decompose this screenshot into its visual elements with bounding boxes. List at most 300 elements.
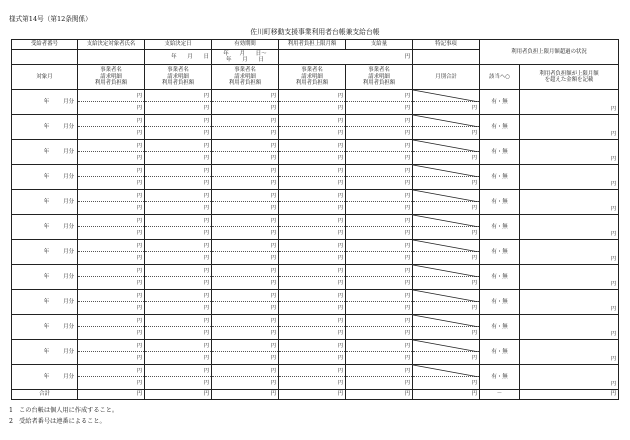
claim-yen: 円	[145, 140, 211, 152]
year-label: 年	[43, 198, 50, 205]
provider-amount-cell[interactable]	[212, 290, 279, 315]
over-amount-yen: 円	[610, 206, 617, 212]
burden-yen: 円	[270, 155, 276, 161]
claim-yen: 円	[78, 240, 144, 252]
applicable-flag[interactable]: 有・無	[480, 190, 520, 215]
provider-amount-cell[interactable]	[212, 365, 279, 390]
burden-yen: 円	[270, 305, 276, 311]
claim-yen: 円	[78, 115, 144, 127]
claim-yen: 円	[346, 315, 412, 327]
applicable-flag[interactable]: 有・無	[480, 115, 520, 140]
header-decision-date: 支給決定日	[145, 40, 212, 50]
claim-yen: 円	[78, 215, 144, 227]
provider-amount-cell[interactable]	[78, 265, 145, 290]
applicable-flag[interactable]: 有・無	[480, 290, 520, 315]
total-burden-yen: 円	[471, 180, 477, 186]
over-amount-cell[interactable]	[520, 315, 619, 340]
provider-amount-cell[interactable]	[279, 265, 346, 290]
monthly-total-cell[interactable]	[413, 290, 480, 315]
month-row	[12, 115, 619, 140]
total-yen-cell[interactable]: 円	[413, 390, 480, 400]
monthly-total-cell[interactable]	[413, 190, 480, 215]
over-amount-cell[interactable]	[520, 365, 619, 390]
target-name-value[interactable]	[78, 50, 145, 65]
month-row	[12, 265, 619, 290]
month-label: 月分	[63, 348, 74, 355]
applicable-flag[interactable]: 有・無	[480, 215, 520, 240]
month-label: 月分	[63, 148, 74, 155]
monthly-total-cell[interactable]	[413, 140, 480, 165]
burden-yen: 円	[404, 330, 410, 336]
monthly-total-cell[interactable]	[413, 240, 480, 265]
provider-amount-cell[interactable]	[279, 240, 346, 265]
sub-header-monthly-total: 月別合計	[413, 65, 480, 90]
burden-yen: 円	[203, 330, 209, 336]
provider-amount-cell[interactable]	[346, 290, 413, 315]
provider-amount-cell[interactable]	[212, 340, 279, 365]
burden-yen: 円	[136, 230, 142, 236]
remarks-value[interactable]	[413, 50, 480, 65]
provider-amount-cell[interactable]	[78, 190, 145, 215]
claim-yen: 円	[279, 90, 345, 102]
total-claim-slash	[413, 315, 479, 327]
over-amount-cell[interactable]	[520, 165, 619, 190]
claim-yen: 円	[145, 240, 211, 252]
over-amount-cell[interactable]	[520, 290, 619, 315]
total-yen-cell[interactable]: 円	[145, 390, 212, 400]
total-burden-yen: 円	[471, 255, 477, 261]
total-claim-slash	[413, 265, 479, 277]
month-row	[12, 90, 619, 115]
provider-amount-cell[interactable]	[346, 140, 413, 165]
burden-yen: 円	[337, 180, 343, 186]
recipient-no-value[interactable]	[12, 50, 78, 65]
total-row	[12, 390, 619, 400]
claim-yen: 円	[346, 140, 412, 152]
provider-amount-cell[interactable]	[212, 140, 279, 165]
provider-amount-cell[interactable]	[145, 165, 212, 190]
target-month-cell[interactable]	[12, 90, 78, 115]
month-label: 月分	[63, 373, 74, 380]
provider-amount-cell[interactable]	[78, 365, 145, 390]
sub-header-target-month: 対象月	[12, 65, 78, 90]
claim-yen: 円	[279, 265, 345, 277]
total-claim-slash	[413, 165, 479, 177]
total-burden-yen: 円	[471, 305, 477, 311]
header-remarks: 特記事項	[413, 40, 480, 50]
claim-yen: 円	[145, 340, 211, 352]
provider-amount-cell[interactable]	[279, 140, 346, 165]
total-claim-slash	[413, 365, 479, 377]
burden-yen: 円	[270, 180, 276, 186]
burden-yen: 円	[270, 230, 276, 236]
provider-amount-cell[interactable]	[346, 365, 413, 390]
burden-yen: 円	[203, 130, 209, 136]
claim-yen: 円	[78, 265, 144, 277]
claim-yen: 円	[145, 90, 211, 102]
applicable-flag[interactable]: 有・無	[480, 140, 520, 165]
burden-yen: 円	[136, 380, 142, 386]
over-amount-yen: 円	[610, 281, 617, 287]
sub-header-over-note: 利用者負担額が上限月額 を超えた金額を記載	[520, 65, 619, 90]
month-label: 月分	[63, 123, 74, 130]
claim-yen: 円	[145, 315, 211, 327]
year-label: 年	[43, 298, 50, 305]
monthly-total-cell[interactable]	[413, 215, 480, 240]
burden-yen: 円	[270, 380, 276, 386]
burden-yen: 円	[203, 180, 209, 186]
burden-yen: 円	[404, 380, 410, 386]
total-claim-slash	[413, 140, 479, 152]
over-amount-cell[interactable]	[520, 265, 619, 290]
over-amount-yen: 円	[610, 331, 617, 337]
burden-yen: 円	[136, 305, 142, 311]
provider-amount-cell[interactable]	[279, 215, 346, 240]
provider-amount-cell[interactable]	[145, 365, 212, 390]
claim-yen: 円	[346, 340, 412, 352]
provider-amount-cell[interactable]	[212, 190, 279, 215]
provider-amount-cell[interactable]	[279, 90, 346, 115]
over-amount-cell[interactable]	[520, 340, 619, 365]
burden-yen: 円	[203, 355, 209, 361]
total-burden-yen: 円	[471, 330, 477, 336]
sub-header-provider-4: 事業者名 請求明細 利用者負担額	[279, 65, 346, 90]
total-claim-slash	[413, 90, 479, 102]
provider-amount-cell[interactable]	[279, 190, 346, 215]
over-amount-cell[interactable]	[520, 190, 619, 215]
claim-yen: 円	[145, 290, 211, 302]
over-amount-yen: 円	[610, 131, 617, 137]
diagonal-slash	[413, 315, 479, 327]
provider-amount-cell[interactable]	[279, 115, 346, 140]
burden-yen: 円	[136, 130, 142, 136]
over-amount-yen: 円	[610, 106, 617, 112]
provider-amount-cell[interactable]	[346, 165, 413, 190]
burden-yen: 円	[136, 105, 142, 111]
claim-yen: 円	[346, 265, 412, 277]
target-month-cell[interactable]	[12, 165, 78, 190]
month-row	[12, 215, 619, 240]
burden-yen: 円	[404, 205, 410, 211]
diagonal-slash	[413, 340, 479, 352]
claim-yen: 円	[78, 190, 144, 202]
provider-amount-cell[interactable]	[212, 315, 279, 340]
diagonal-slash	[413, 115, 479, 127]
year-label: 年	[43, 348, 50, 355]
provider-amount-cell[interactable]	[78, 290, 145, 315]
total-yen-cell[interactable]: 円	[279, 390, 346, 400]
burden-yen: 円	[404, 105, 410, 111]
provider-amount-cell[interactable]	[78, 90, 145, 115]
total-over-yen[interactable]: 円	[520, 390, 619, 400]
burden-yen: 円	[270, 280, 276, 286]
burden-yen: 円	[136, 155, 142, 161]
decision-date-value[interactable]: 年 月 日	[145, 50, 212, 65]
provider-amount-cell[interactable]	[78, 115, 145, 140]
diagonal-slash	[413, 90, 479, 102]
claim-yen: 円	[78, 90, 144, 102]
burden-yen: 円	[404, 230, 410, 236]
provider-amount-cell[interactable]	[212, 90, 279, 115]
total-burden-yen: 円	[471, 280, 477, 286]
claim-yen: 円	[346, 215, 412, 227]
claim-yen: 円	[279, 240, 345, 252]
month-row	[12, 340, 619, 365]
provider-amount-cell[interactable]	[145, 240, 212, 265]
target-month-cell[interactable]	[12, 190, 78, 215]
burden-yen: 円	[337, 130, 343, 136]
provider-amount-cell[interactable]	[279, 365, 346, 390]
month-row	[12, 365, 619, 390]
burden-yen: 円	[203, 105, 209, 111]
claim-yen: 円	[78, 365, 144, 377]
claim-yen: 円	[212, 365, 278, 377]
burden-yen: 円	[404, 305, 410, 311]
applicable-flag[interactable]: 有・無	[480, 315, 520, 340]
diagonal-slash	[413, 190, 479, 202]
total-burden-yen: 円	[471, 155, 477, 161]
diagonal-slash	[413, 240, 479, 252]
provider-amount-cell[interactable]	[145, 215, 212, 240]
applicable-flag[interactable]: 有・無	[480, 240, 520, 265]
total-yen-cell[interactable]: 円	[78, 390, 145, 400]
monthly-total-cell[interactable]	[413, 315, 480, 340]
claim-yen: 円	[78, 290, 144, 302]
applicable-flag[interactable]: 有・無	[480, 165, 520, 190]
over-amount-cell[interactable]	[520, 90, 619, 115]
target-month-cell[interactable]	[12, 340, 78, 365]
provider-amount-cell[interactable]	[145, 265, 212, 290]
provider-amount-cell[interactable]	[145, 140, 212, 165]
provider-amount-cell[interactable]	[78, 240, 145, 265]
claim-yen: 円	[212, 215, 278, 227]
month-row	[12, 190, 619, 215]
total-burden-yen: 円	[471, 205, 477, 211]
claim-yen: 円	[212, 90, 278, 102]
over-amount-cell[interactable]	[520, 215, 619, 240]
diagonal-slash	[413, 290, 479, 302]
burden-yen: 円	[404, 180, 410, 186]
header-burden-limit: 利用者負担上限月額	[279, 40, 346, 50]
provider-amount-cell[interactable]	[78, 215, 145, 240]
burden-yen: 円	[136, 280, 142, 286]
target-month-cell[interactable]	[12, 140, 78, 165]
provider-amount-cell[interactable]	[212, 215, 279, 240]
claim-yen: 円	[346, 90, 412, 102]
over-amount-cell[interactable]	[520, 115, 619, 140]
claim-yen: 円	[78, 340, 144, 352]
burden-yen: 円	[136, 255, 142, 261]
claim-yen: 円	[279, 140, 345, 152]
claim-yen: 円	[279, 165, 345, 177]
burden-yen: 円	[337, 105, 343, 111]
header-validity: 有効期間	[212, 40, 279, 50]
burden-yen: 円	[203, 255, 209, 261]
burden-yen: 円	[404, 155, 410, 161]
over-amount-cell[interactable]	[520, 140, 619, 165]
sub-header-provider-1: 事業者名 請求明細 利用者負担額	[78, 65, 145, 90]
claim-yen: 円	[212, 190, 278, 202]
applicable-flag[interactable]: 有・無	[480, 90, 520, 115]
provider-amount-cell[interactable]	[346, 315, 413, 340]
monthly-total-cell[interactable]	[413, 365, 480, 390]
burden-yen: 円	[337, 255, 343, 261]
burden-yen: 円	[337, 305, 343, 311]
sub-header-provider-2: 事業者名 請求明細 利用者負担額	[145, 65, 212, 90]
provider-amount-cell[interactable]	[78, 140, 145, 165]
claim-yen: 円	[346, 290, 412, 302]
claim-yen: 円	[145, 265, 211, 277]
validity-from: 年 月 日～	[223, 50, 267, 57]
claim-yen: 円	[346, 190, 412, 202]
sub-header-row	[12, 65, 619, 90]
provider-amount-cell[interactable]	[279, 165, 346, 190]
provider-amount-cell[interactable]	[346, 240, 413, 265]
total-claim-slash	[413, 190, 479, 202]
monthly-total-cell[interactable]	[413, 340, 480, 365]
target-month-cell[interactable]	[12, 315, 78, 340]
applicable-flag[interactable]: 有・無	[480, 265, 520, 290]
provider-amount-cell[interactable]	[145, 315, 212, 340]
burden-yen: 円	[337, 380, 343, 386]
burden-yen: 円	[404, 280, 410, 286]
burden-yen: 円	[203, 155, 209, 161]
burden-yen: 円	[136, 205, 142, 211]
total-yen-cell[interactable]: 円	[212, 390, 279, 400]
claim-yen: 円	[212, 140, 278, 152]
validity-value[interactable]	[212, 50, 279, 65]
year-label: 年	[43, 98, 50, 105]
year-label: 年	[43, 373, 50, 380]
burden-yen: 円	[203, 305, 209, 311]
total-burden-yen: 円	[471, 355, 477, 361]
burden-yen: 円	[404, 355, 410, 361]
target-month-cell[interactable]	[12, 215, 78, 240]
year-label: 年	[43, 323, 50, 330]
provider-amount-cell[interactable]	[212, 165, 279, 190]
year-label: 年	[43, 148, 50, 155]
provider-amount-cell[interactable]	[212, 115, 279, 140]
provider-amount-cell[interactable]	[78, 340, 145, 365]
month-row	[12, 165, 619, 190]
over-amount-yen: 円	[610, 256, 617, 262]
burden-yen: 円	[136, 180, 142, 186]
target-month-cell[interactable]	[12, 115, 78, 140]
provider-amount-cell[interactable]	[279, 340, 346, 365]
burden-yen: 円	[203, 280, 209, 286]
header-amount: 支給量	[346, 40, 413, 50]
provider-amount-cell[interactable]	[145, 90, 212, 115]
diagonal-slash	[413, 140, 479, 152]
burden-yen: 円	[203, 205, 209, 211]
target-month-cell[interactable]	[12, 290, 78, 315]
ledger-table	[11, 39, 619, 400]
provider-amount-cell[interactable]	[212, 240, 279, 265]
claim-yen: 円	[212, 340, 278, 352]
provider-amount-cell[interactable]	[346, 265, 413, 290]
month-label: 月分	[63, 248, 74, 255]
provider-amount-cell[interactable]	[145, 115, 212, 140]
header-recipient-no: 受給者番号	[12, 40, 78, 50]
sub-header-applicable: 該当へ○	[480, 65, 520, 90]
burden-yen: 円	[270, 130, 276, 136]
provider-amount-cell[interactable]	[145, 190, 212, 215]
year-label: 年	[43, 248, 50, 255]
month-row	[12, 290, 619, 315]
form-number: 様式第14号（第12条関係）	[9, 15, 92, 23]
claim-yen: 円	[279, 365, 345, 377]
provider-amount-cell[interactable]	[346, 115, 413, 140]
provider-amount-cell[interactable]	[78, 165, 145, 190]
burden-yen: 円	[337, 155, 343, 161]
monthly-total-cell[interactable]	[413, 265, 480, 290]
sub-header-provider-5: 事業者名 請求明細 利用者負担額	[346, 65, 413, 90]
total-dash: －	[480, 390, 520, 400]
burden-yen: 円	[337, 230, 343, 236]
provider-amount-cell[interactable]	[346, 340, 413, 365]
diagonal-slash	[413, 365, 479, 377]
page-title: 佐川町移動支援事業利用者台帳兼支給台帳	[250, 28, 380, 36]
target-month-cell[interactable]	[12, 240, 78, 265]
target-month-cell[interactable]	[12, 365, 78, 390]
year-label: 年	[43, 273, 50, 280]
claim-yen: 円	[212, 115, 278, 127]
monthly-total-cell[interactable]	[413, 165, 480, 190]
over-amount-yen: 円	[610, 356, 617, 362]
burden-yen: 円	[404, 130, 410, 136]
provider-amount-cell[interactable]	[346, 90, 413, 115]
provider-amount-cell[interactable]	[346, 215, 413, 240]
claim-yen: 円	[145, 190, 211, 202]
burden-yen: 円	[203, 230, 209, 236]
header-over-status: 利用者負担上限月額超過の状況	[480, 40, 619, 65]
provider-amount-cell[interactable]	[279, 290, 346, 315]
claim-yen: 円	[279, 315, 345, 327]
monthly-total-cell[interactable]	[413, 115, 480, 140]
over-amount-cell[interactable]	[520, 240, 619, 265]
target-month-cell[interactable]	[12, 265, 78, 290]
month-label: 月分	[63, 323, 74, 330]
claim-yen: 円	[212, 240, 278, 252]
burden-yen: 円	[270, 205, 276, 211]
note-2: 2 受給者番号は連番によること。	[9, 418, 106, 425]
applicable-flag[interactable]: 有・無	[480, 365, 520, 390]
claim-yen: 円	[346, 365, 412, 377]
month-row	[12, 315, 619, 340]
provider-amount-cell[interactable]	[212, 265, 279, 290]
applicable-flag[interactable]: 有・無	[480, 340, 520, 365]
monthly-total-cell[interactable]	[413, 90, 480, 115]
claim-yen: 円	[212, 315, 278, 327]
provider-amount-cell[interactable]	[279, 315, 346, 340]
provider-amount-cell[interactable]	[145, 340, 212, 365]
claim-yen: 円	[78, 165, 144, 177]
total-burden-yen: 円	[471, 130, 477, 136]
total-claim-slash	[413, 240, 479, 252]
provider-amount-cell[interactable]	[145, 290, 212, 315]
month-label: 月分	[63, 198, 74, 205]
total-claim-slash	[413, 215, 479, 227]
claim-yen: 円	[279, 115, 345, 127]
diagonal-slash	[413, 265, 479, 277]
total-yen-cell[interactable]: 円	[346, 390, 413, 400]
provider-amount-cell[interactable]	[346, 190, 413, 215]
claim-yen: 円	[346, 240, 412, 252]
month-label: 月分	[63, 298, 74, 305]
month-row	[12, 140, 619, 165]
provider-amount-cell[interactable]	[78, 315, 145, 340]
burden-limit-value[interactable]: 円	[279, 50, 413, 65]
